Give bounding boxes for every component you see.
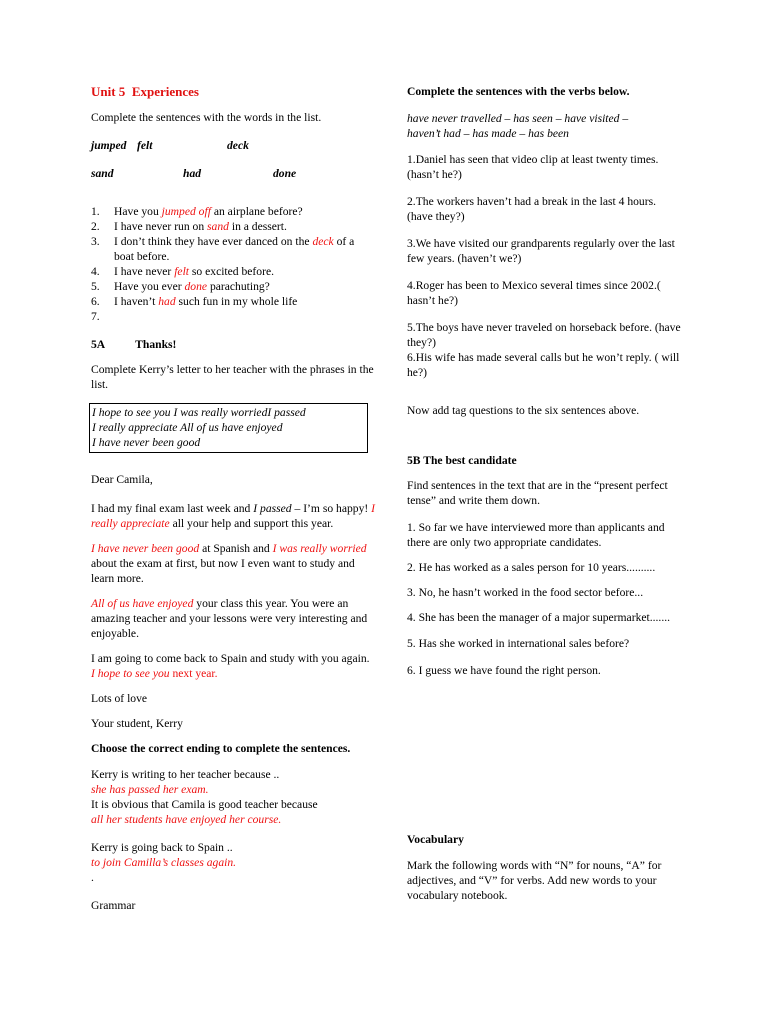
left-column — [91, 84, 376, 913]
found-sentence: 2. He has worked as a sales person for 10 years.......... — [407, 561, 656, 574]
list-item: 5. Have you ever done parachuting? — [91, 280, 270, 293]
letter-closing: Lots of love — [91, 692, 148, 705]
right-column — [407, 84, 682, 903]
list-item: 1. Have you jumped off an airplane before? — [91, 205, 303, 218]
found-sentence: 5. Has she worked in international sales before? — [407, 637, 630, 650]
instruction-tags: Now add tag questions to the six sentences above. — [407, 404, 640, 417]
word-list-row-1: jumped felt deck — [91, 139, 249, 152]
list-item: 6. I haven’t had such fun in my whole life — [91, 295, 298, 308]
verb-sentence: 4.Roger has been to Mexico several times since 2002.( hasn’t he?) — [407, 279, 661, 307]
grammar-heading: Grammar — [91, 899, 136, 912]
ending-answer: all her students have enjoyed her course. — [91, 813, 282, 826]
phrase-box: I hope to see you I was really worriedI passed I really appreciate All of us have enjoyed I have never been good — [89, 403, 368, 453]
instruction-words: Complete the sentences with the words in the list. — [91, 111, 322, 124]
verb-list-line-2: haven’t had – has made – has been — [407, 127, 569, 140]
exercise-list — [91, 204, 376, 324]
list-item: 2. I have never run on sand in a dessert. — [91, 220, 287, 233]
found-sentence: 1. So far we have interviewed more than applicants and there are only two appropriate candidates. — [407, 521, 665, 549]
letter-paragraph-2: I have never been good at Spanish and I was really worried about the exam at first, but now I even want to study and learn more. — [91, 542, 367, 585]
ending-answer: to join Camilla’s classes again. — [91, 856, 237, 869]
unit-heading: Unit 5 Experiences — [91, 84, 199, 99]
section-5a-heading: 5A Thanks! — [91, 338, 177, 351]
ending-question: It is obvious that Camila is good teacher because — [91, 798, 318, 811]
ending-question: Kerry is going back to Spain .. — [91, 841, 233, 854]
section-5b-heading: 5B The best candidate — [407, 454, 517, 467]
instruction-present-perfect: Find sentences in the text that are in the “present perfect tense” and write them down. — [407, 479, 668, 507]
verb-sentence: 5.The boys have never traveled on horseback before. (have they?) — [407, 321, 681, 349]
verb-sentence: 3.We have visited our grandparents regularly over the last few years. (haven’t we?) — [407, 237, 675, 265]
ending-question: Kerry is writing to her teacher because .. — [91, 768, 280, 781]
instruction-letter: Complete Kerry’s letter to her teacher with the phrases in the list. — [91, 363, 374, 391]
found-sentence: 3. No, he hasn’t worked in the food sector before... — [407, 586, 644, 599]
ending-answer: she has passed her exam. — [91, 783, 209, 796]
list-item: 4. I have never felt so excited before. — [91, 265, 274, 278]
verb-sentence: 6.His wife has made several calls but he won’t reply. ( will he?) — [407, 351, 680, 379]
verb-list-line-1: have never travelled – has seen – have visited – — [407, 112, 629, 125]
instruction-endings: Choose the correct ending to complete the sentences. — [91, 742, 351, 755]
letter-paragraph-1: I had my final exam last week and I passed – I’m so happy! I really appreciate all your help and support this year. — [91, 502, 376, 530]
letter-paragraph-4: I am going to come back to Spain and study with you again. I hope to see you next year. — [91, 652, 370, 680]
word-list-row-2: sand had done — [91, 167, 297, 180]
list-item: 7. — [91, 310, 100, 323]
letter-greeting: Dear Camila, — [91, 473, 153, 486]
vocabulary-heading: Vocabulary — [407, 833, 464, 846]
found-sentence: 6. I guess we have found the right person. — [407, 664, 601, 677]
verb-sentence: 1.Daniel has seen that video clip at least twenty times. (hasn’t he?) — [407, 153, 659, 181]
stray-dot: . — [91, 871, 94, 884]
vocabulary-instruction: Mark the following words with “N” for nouns, “A” for adjectives, and “V” for verbs. Add new words to your vocabulary notebook. — [407, 859, 662, 902]
letter-paragraph-3: All of us have enjoyed your class this year. You were an amazing teacher and your lessons were very interesting and enjoyable. — [91, 597, 368, 640]
verb-sentence: 2.The workers haven’t had a break in the last 4 hours. (have they?) — [407, 195, 656, 223]
letter-signature: Your student, Kerry — [91, 717, 183, 730]
found-sentence: 4. She has been the manager of a major supermarket....... — [407, 611, 671, 624]
instruction-verbs: Complete the sentences with the verbs below. — [407, 85, 630, 98]
list-item: 3. I don’t think they have ever danced on the deck of a boat before. — [91, 235, 355, 263]
